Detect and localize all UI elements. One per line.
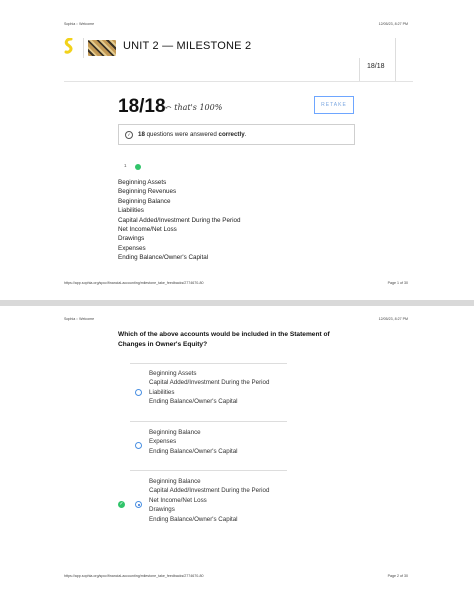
account-item: Liabilities xyxy=(118,207,144,215)
option-divider xyxy=(130,363,287,364)
account-item: Net Income/Net Loss xyxy=(118,226,177,234)
option-line: Beginning Balance xyxy=(149,429,201,436)
print-footer-url: https://app.sophia.org/spcc/financial-accounting/milestone_take_feedbacks/2774670-80 xyxy=(64,281,204,285)
option-line: Beginning Balance xyxy=(149,478,201,485)
handwritten-annotation: ⤺ that's 100% xyxy=(165,103,223,112)
option-line: Expenses xyxy=(149,438,177,446)
correct-check-icon: ✓ xyxy=(119,501,124,507)
option-line: Beginning Assets xyxy=(149,370,197,377)
option-divider xyxy=(130,421,287,422)
pdf-page-1 xyxy=(0,0,474,300)
summary-period: . xyxy=(244,131,247,138)
print-header-left: Sophia :: Welcome xyxy=(64,317,95,321)
header-divider xyxy=(83,38,84,58)
correct-count: 18 xyxy=(138,131,145,138)
score-tab[interactable]: 18/18 xyxy=(367,63,385,70)
option-divider xyxy=(130,470,287,471)
retake-button[interactable]: RETAKE xyxy=(314,96,354,114)
account-item: Beginning Revenues xyxy=(118,188,177,196)
answer-option-c[interactable] xyxy=(149,477,269,524)
print-header-right: 12/05/23, 8:27 PM xyxy=(378,22,408,26)
option-line: Ending Balance/Owner's Capital xyxy=(149,447,238,455)
question-number[interactable]: 1 xyxy=(124,163,127,168)
account-list xyxy=(118,178,241,263)
print-header-left: Sophia :: Welcome xyxy=(64,22,95,26)
account-item: Beginning Balance xyxy=(118,197,171,205)
header-bottom-rule xyxy=(64,81,413,82)
option-line: Net Income/Net Loss xyxy=(149,496,207,504)
option-line: Liabilities xyxy=(149,388,175,396)
unit-thumbnail-image xyxy=(88,40,116,56)
option-line: Capital Added/Investment During the Period xyxy=(149,487,270,495)
print-footer-page: Page 1 of 30 xyxy=(387,281,408,285)
unit-title: UNIT 2 — MILESTONE 2 xyxy=(123,40,252,52)
score-tab-divider xyxy=(359,58,360,82)
total-score: 18/18 xyxy=(118,96,166,117)
option-line: Ending Balance/Owner's Capital xyxy=(149,398,238,406)
answer-option-a[interactable] xyxy=(149,369,269,407)
print-footer-page: Page 2 of 30 xyxy=(387,574,408,578)
print-footer-url: https://app.sophia.org/spcc/financial-accounting/milestone_take_feedbacks/2774670-80 xyxy=(64,574,204,578)
sophia-logo-icon[interactable] xyxy=(64,38,74,56)
account-item: Capital Added/Investment During the Period xyxy=(118,216,241,224)
account-item: Expenses xyxy=(118,244,146,252)
option-a-radio[interactable] xyxy=(135,389,142,396)
header-right-divider xyxy=(395,38,396,82)
summary-text: questions were answered xyxy=(144,131,219,138)
print-header-right: 12/05/23, 8:27 PM xyxy=(378,317,408,321)
option-c-radio-selected[interactable] xyxy=(135,501,142,508)
account-item: Beginning Assets xyxy=(118,179,167,186)
correct-status-dot xyxy=(135,164,141,170)
option-line: Ending Balance/Owner's Capital xyxy=(149,515,238,523)
check-circle-icon: ✓ xyxy=(125,131,133,139)
question-text: Which of the above accounts would be included in the Statement of Changes in Owner's Equity? xyxy=(118,331,330,348)
option-line: Drawings xyxy=(149,506,175,514)
summary-emphasis: correctly xyxy=(218,131,245,138)
option-b-radio[interactable] xyxy=(135,442,142,449)
option-line: Capital Added/Investment During the Period xyxy=(149,379,270,387)
account-item: Ending Balance/Owner's Capital xyxy=(118,254,209,262)
results-summary-box xyxy=(118,124,355,145)
answer-option-b[interactable] xyxy=(149,428,238,456)
account-item: Drawings xyxy=(118,235,145,243)
pdf-page-2 xyxy=(0,306,474,613)
